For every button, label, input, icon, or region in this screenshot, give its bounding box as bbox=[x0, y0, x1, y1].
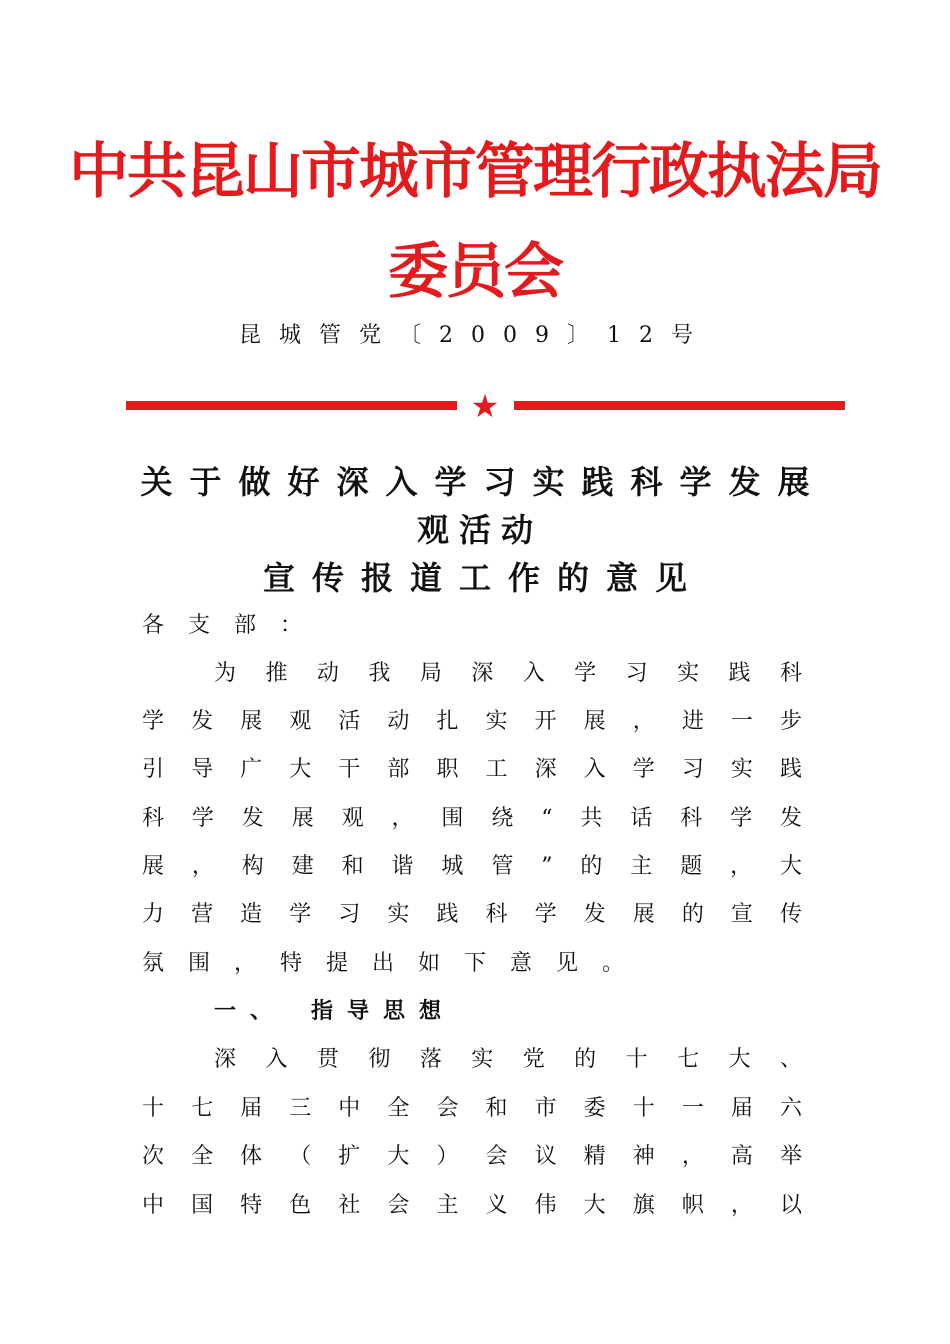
document-number: 昆城管党〔2009〕12号 bbox=[239, 323, 711, 348]
document-title-line2: 观活动 bbox=[416, 511, 543, 549]
paragraph-line: 氛围，特提出如下意见。 bbox=[142, 951, 649, 976]
paragraph-line: 引导广大干部职工深入学习实践 bbox=[142, 757, 802, 782]
salutation: 各支部： bbox=[142, 613, 327, 638]
red-divider-left bbox=[126, 401, 457, 410]
red-divider-right bbox=[514, 401, 845, 410]
paragraph-line: 学发展观活动扎实开展，进一步 bbox=[142, 709, 802, 734]
paragraph-line: 展，构建和谐城管”的主题，大 bbox=[142, 854, 802, 879]
paragraph-line: 十七届三中全会和市委十一届六 bbox=[142, 1096, 802, 1121]
document-title-line1: 关于做好深入学习实践科学发展 bbox=[140, 463, 827, 501]
star-icon: ★ bbox=[470, 387, 500, 425]
paragraph-line: 为推动我局深入学习实践科 bbox=[214, 661, 802, 686]
paragraph-line: 中国特色社会主义伟大旗帜，以 bbox=[142, 1193, 802, 1218]
paragraph-line: 力营造学习实践科学发展的宣传 bbox=[142, 902, 802, 927]
document-title-line3: 宣传报道工作的意见 bbox=[262, 559, 704, 597]
issuing-organization-title: 中共昆山市城市管理行政执法局 bbox=[69, 137, 881, 207]
paragraph-line: 次全体（扩大）会议精神，高举 bbox=[142, 1144, 802, 1169]
section-heading: 一、 指导思想 bbox=[214, 999, 456, 1024]
paragraph-line: 深入贯彻落实党的十七大、 bbox=[214, 1047, 802, 1072]
issuing-organization-title-line2: 委员会 bbox=[388, 237, 562, 307]
paragraph-line: 科学发展观，围绕“共话科学发 bbox=[142, 806, 802, 831]
